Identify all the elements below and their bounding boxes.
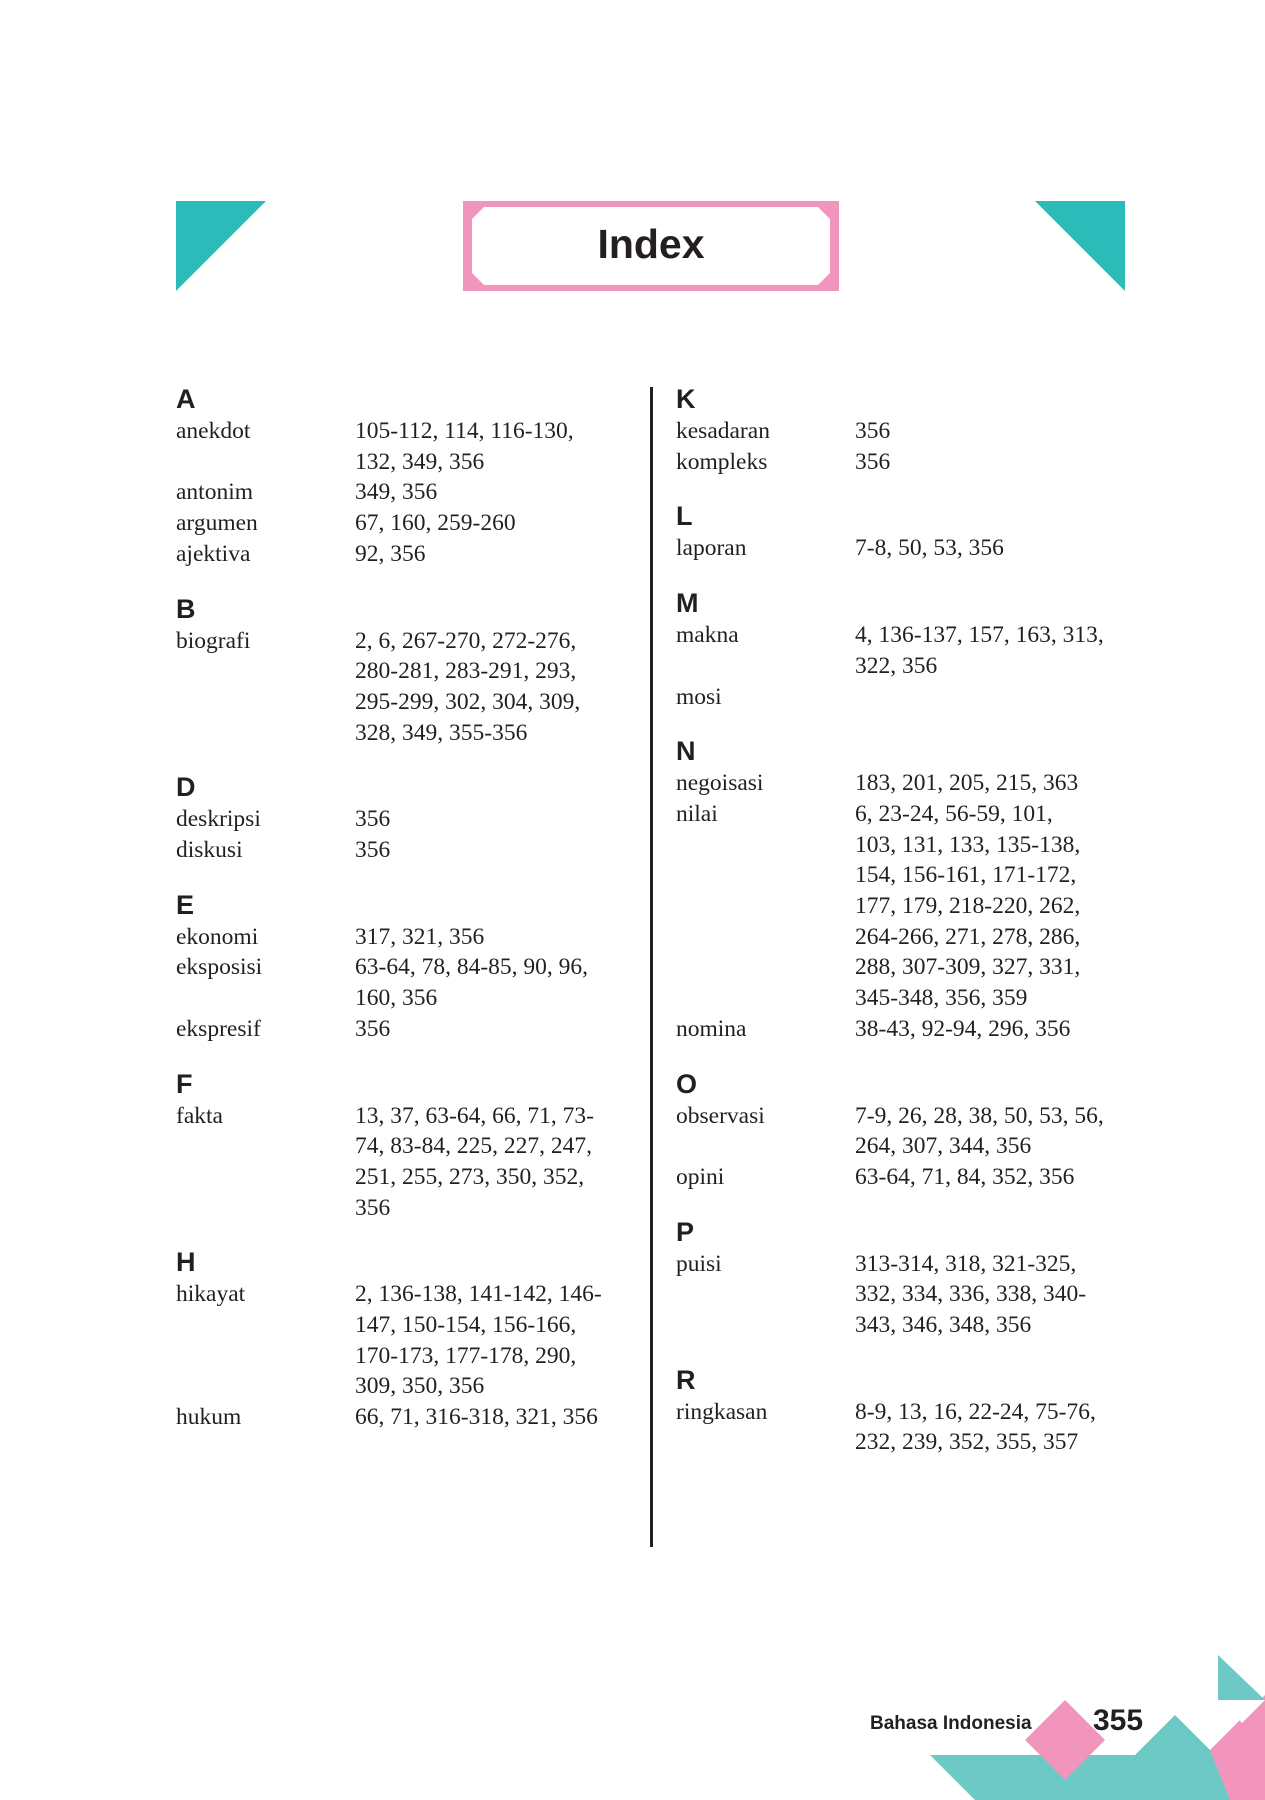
index-entry xyxy=(676,1101,1136,1162)
index-pages: 63-64, 78, 84-85, 90, 96, 160, 356 xyxy=(355,954,589,1012)
index-entry xyxy=(676,1162,1136,1193)
index-entry xyxy=(676,620,1136,681)
column-divider xyxy=(650,387,653,1547)
index-entry xyxy=(676,533,1136,564)
index-term: negoisasi xyxy=(676,770,764,797)
index-term: laporan xyxy=(676,535,747,562)
section-letter: B xyxy=(176,593,196,624)
index-pages: 13, 37, 63-64, 66, 71, 73- 74, 83-84, 225, 227, 247, 251, 255, 273, 350, 352, 356 xyxy=(355,1102,594,1221)
index-pages: 356 xyxy=(355,837,391,864)
index-term: eksposisi xyxy=(176,954,263,981)
index-term: deskripsi xyxy=(176,806,261,833)
index-entry xyxy=(676,447,1136,478)
index-entry xyxy=(676,768,1136,799)
section-letter: O xyxy=(676,1068,698,1099)
index-pages: 2, 6, 267-270, 272-276, 280-281, 283-291, 293, 295-299, 302, 304, 309, 328, 349, 355-356 xyxy=(355,627,581,746)
section-letter: A xyxy=(176,384,196,414)
index-section xyxy=(176,770,636,865)
index-term: ringkasan xyxy=(676,1398,768,1425)
index-term: kompleks xyxy=(676,448,768,475)
index-section xyxy=(176,592,636,749)
index-section xyxy=(176,382,636,570)
index-entry xyxy=(676,799,1136,1014)
index-pages: 183, 201, 205, 215, 363 xyxy=(855,770,1079,797)
index-entry xyxy=(676,1397,1136,1458)
index-pages: 356 xyxy=(355,1015,391,1042)
index-entry xyxy=(176,1014,636,1045)
index-entry xyxy=(176,922,636,953)
index-term: nomina xyxy=(676,1015,747,1042)
index-pages: 356 xyxy=(355,806,391,833)
corner-triangle-right xyxy=(1035,201,1125,291)
section-letter: H xyxy=(176,1247,196,1278)
index-entry xyxy=(176,804,636,835)
section-letter: K xyxy=(676,384,696,414)
index-pages: 66, 71, 316-318, 321, 356 xyxy=(355,1404,598,1431)
index-section xyxy=(676,1215,1136,1341)
index-column-right xyxy=(676,382,1136,1480)
index-pages: 7-9, 26, 28, 38, 50, 53, 56, 264, 307, 344, 356 xyxy=(855,1102,1104,1160)
index-term: nilai xyxy=(676,800,718,827)
index-pages: 7-8, 50, 53, 356 xyxy=(855,535,1004,562)
section-letter: R xyxy=(676,1364,696,1395)
index-entry xyxy=(176,952,636,1013)
index-section xyxy=(676,734,1136,1044)
section-letter: D xyxy=(176,772,196,803)
index-pages: 356 xyxy=(855,418,891,444)
index-term: biografi xyxy=(176,627,251,654)
index-section xyxy=(176,1067,636,1224)
index-pages: 38-43, 92-94, 296, 356 xyxy=(855,1015,1071,1042)
index-pages xyxy=(855,682,1136,713)
index-section xyxy=(676,382,1136,477)
index-pages: 8-9, 13, 16, 22-24, 75-76, 232, 239, 352, 355, 357 xyxy=(855,1398,1096,1456)
index-term: makna xyxy=(676,622,739,649)
index-pages: 63-64, 71, 84, 352, 356 xyxy=(855,1163,1075,1190)
index-term: ekonomi xyxy=(176,923,259,950)
index-term: opini xyxy=(676,1163,725,1190)
index-term: anekdot xyxy=(176,418,251,444)
index-entry xyxy=(676,1249,1136,1341)
index-pages: 349, 356 xyxy=(355,479,438,506)
index-term: argumen xyxy=(176,510,258,537)
index-section xyxy=(676,1067,1136,1193)
index-entry xyxy=(676,682,1136,713)
index-pages: 92, 356 xyxy=(355,540,426,567)
page-title: Index xyxy=(597,221,705,267)
index-term: mosi xyxy=(676,683,722,710)
index-term: observasi xyxy=(676,1102,765,1129)
section-letter: M xyxy=(676,588,699,619)
section-letter: P xyxy=(676,1216,695,1247)
index-term: hikayat xyxy=(176,1281,246,1308)
index-section xyxy=(176,1245,636,1433)
index-entry xyxy=(676,1014,1136,1045)
index-pages: 313-314, 318, 321-325, 332, 334, 336, 338, 340- 343, 346, 348, 356 xyxy=(855,1250,1087,1339)
page-number: 355 xyxy=(1093,1704,1144,1737)
title-frame xyxy=(463,201,839,291)
index-section xyxy=(176,888,636,1045)
index-entry xyxy=(676,416,1136,447)
index-section xyxy=(676,586,1136,712)
index-term: ekspresif xyxy=(176,1015,261,1042)
index-term: diskusi xyxy=(176,837,243,864)
index-entry xyxy=(176,1279,636,1402)
index-pages: 6, 23-24, 56-59, 101, 103, 131, 133, 135-138, 154, 156-161, 171-172, 177, 179, 218-220, 262, 264-266, 271, 278, 286, 288, 307-309, 327, 331, 345-348, 356, 359 xyxy=(855,800,1081,1012)
index-pages: 2, 136-138, 141-142, 146- 147, 150-154, 156-166, 170-173, 177-178, 290, 309, 350, 356 xyxy=(355,1281,602,1400)
index-term: fakta xyxy=(176,1102,223,1129)
index-entry xyxy=(176,539,636,570)
section-letter: L xyxy=(676,501,693,532)
section-letter: N xyxy=(676,736,696,767)
index-entry xyxy=(176,1101,636,1224)
index-pages: 105-112, 114, 116-130, 132, 349, 356 xyxy=(355,418,574,475)
index-pages: 356 xyxy=(855,448,891,475)
index-section xyxy=(676,1363,1136,1458)
index-term: puisi xyxy=(676,1250,722,1277)
index-entry xyxy=(176,416,636,477)
index-entry xyxy=(176,477,636,508)
index-entry xyxy=(176,626,636,749)
index-pages: 67, 160, 259-260 xyxy=(355,510,516,537)
index-term: ajektiva xyxy=(176,540,251,567)
index-entry xyxy=(176,835,636,866)
index-entry xyxy=(176,1402,636,1433)
index-term: hukum xyxy=(176,1404,242,1431)
index-term: antonim xyxy=(176,479,254,506)
index-pages: 317, 321, 356 xyxy=(355,923,485,950)
section-letter: F xyxy=(176,1068,193,1099)
index-entry xyxy=(176,508,636,539)
deco-teal-top xyxy=(1218,1655,1265,1700)
section-letter: E xyxy=(176,889,195,920)
index-term: kesadaran xyxy=(676,418,770,444)
corner-triangle-left xyxy=(176,201,266,291)
index-pages: 4, 136-137, 157, 163, 313, 322, 356 xyxy=(855,622,1104,679)
index-section xyxy=(676,499,1136,564)
index-column-left xyxy=(176,382,636,1455)
book-title: Bahasa Indonesia xyxy=(870,1713,1032,1734)
